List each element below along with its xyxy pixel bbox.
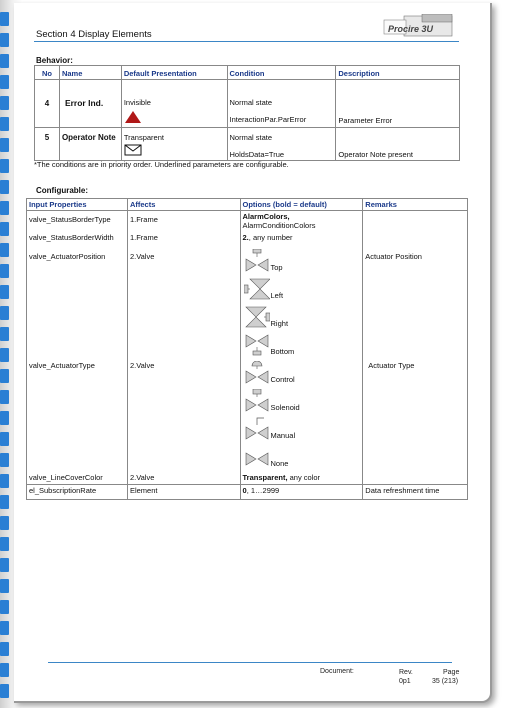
binding-tab bbox=[0, 621, 9, 635]
binding-tab bbox=[0, 117, 9, 131]
col-name: Name bbox=[59, 66, 121, 80]
binding-tab bbox=[0, 474, 9, 488]
logo-text: Procire 3U bbox=[388, 24, 434, 34]
valve-manual-icon bbox=[244, 417, 270, 443]
footer-rev-label: Rev. bbox=[399, 669, 413, 676]
footer-document-label: Document: bbox=[320, 668, 354, 675]
binding-tab bbox=[0, 453, 9, 467]
prop-remarks bbox=[363, 211, 468, 232]
prop-affects: Element bbox=[127, 485, 240, 500]
binding-tab bbox=[0, 537, 9, 551]
valve-bottom-icon bbox=[244, 333, 270, 359]
binding-tab bbox=[0, 138, 9, 152]
binding-tab bbox=[0, 75, 9, 89]
binding-tab bbox=[0, 642, 9, 656]
row-condition bbox=[227, 80, 336, 128]
footer-rule bbox=[48, 662, 452, 663]
condition-2: HoldsData=True bbox=[229, 150, 285, 159]
prop-remarks bbox=[363, 232, 468, 246]
table-row bbox=[27, 472, 468, 485]
behavior-label: Behavior: bbox=[36, 56, 73, 65]
option-default: 2. bbox=[242, 232, 249, 242]
row-description: Operator Note present bbox=[336, 128, 460, 161]
binding-tab bbox=[0, 243, 9, 257]
col-no: No bbox=[35, 66, 60, 80]
row-name: Operator Note bbox=[59, 128, 121, 161]
valve-option-solenoid bbox=[243, 387, 361, 415]
option-default: 0 bbox=[242, 486, 247, 495]
row-name: Error Ind. bbox=[59, 80, 121, 128]
prop-affects: 1.Frame bbox=[127, 232, 240, 246]
prop-options bbox=[240, 211, 363, 232]
condition-1: Normal state bbox=[229, 133, 273, 142]
behavior-table bbox=[34, 65, 460, 161]
binding-tab bbox=[0, 663, 9, 677]
option-default: Transparent, bbox=[242, 472, 288, 482]
col-affects: Affects bbox=[127, 199, 240, 211]
presentation-text: Transparent bbox=[123, 133, 164, 142]
binding-tab bbox=[0, 390, 9, 404]
valve-option-list bbox=[243, 247, 361, 471]
valve-option-top bbox=[243, 247, 361, 275]
row-description: Parameter Error bbox=[336, 80, 460, 128]
binding-tab bbox=[0, 369, 9, 383]
binding-tab bbox=[0, 33, 9, 47]
footer-page-label: Page bbox=[443, 669, 460, 676]
condition-1: Normal state bbox=[229, 98, 273, 107]
table-row bbox=[27, 246, 468, 472]
prop-options bbox=[240, 485, 363, 500]
row-presentation bbox=[121, 80, 227, 128]
prop-name: el_SubscriptionRate bbox=[27, 485, 128, 500]
table-row bbox=[27, 211, 468, 232]
prop-remarks bbox=[363, 472, 468, 485]
col-condition: Condition bbox=[227, 66, 336, 80]
condition-2: InteractionPar.ParError bbox=[229, 115, 307, 124]
remarks-type: Actuator Type bbox=[368, 360, 415, 370]
binding-tab bbox=[0, 264, 9, 278]
col-presentation: Default Presentation bbox=[121, 66, 227, 80]
affects-type: 2.Valve bbox=[129, 360, 155, 370]
binding-tab bbox=[0, 159, 9, 173]
table-row bbox=[35, 80, 460, 128]
binding-tab bbox=[0, 201, 9, 215]
valve-option-right bbox=[243, 303, 361, 331]
prop-affects: 2.Valve bbox=[127, 472, 240, 485]
binding-tab bbox=[0, 600, 9, 614]
priority-note: *The conditions are in priority order. Underlined parameters are configurable. bbox=[34, 160, 289, 169]
configurable-label: Configurable: bbox=[36, 186, 88, 195]
valve-option-label: Control bbox=[270, 374, 295, 384]
binding-tab bbox=[0, 96, 9, 110]
prop-name: valve_StatusBorderWidth bbox=[27, 232, 128, 246]
procire-logo-icon bbox=[382, 14, 454, 40]
valve-options-cell bbox=[240, 246, 363, 472]
binding-tab bbox=[0, 411, 9, 425]
valve-option-bottom bbox=[243, 331, 361, 359]
prop-name-actuator-type: valve_ActuatorType bbox=[29, 360, 95, 370]
option-rest: , any number bbox=[248, 232, 293, 242]
valve-option-manual bbox=[243, 415, 361, 443]
binding-tab bbox=[0, 327, 9, 341]
col-description: Description bbox=[336, 66, 460, 80]
row-presentation bbox=[121, 128, 227, 161]
valve-option-label: None bbox=[270, 458, 289, 468]
option-default: AlarmColors, bbox=[242, 212, 290, 221]
valve-solenoid-icon bbox=[244, 389, 270, 415]
option-rest: any color bbox=[287, 472, 321, 482]
binding-tab bbox=[0, 285, 9, 299]
valve-option-label: Bottom bbox=[270, 346, 295, 356]
header-rule bbox=[34, 41, 459, 42]
valve-option-label: Left bbox=[270, 290, 284, 300]
valve-option-none bbox=[243, 443, 361, 471]
prop-name: valve_StatusBorderType bbox=[27, 211, 128, 232]
col-options: Options (bold = default) bbox=[240, 199, 363, 211]
footer-page-value: 35 (213) bbox=[432, 678, 459, 685]
table-row bbox=[27, 485, 468, 500]
remarks-position: Actuator Position bbox=[365, 251, 422, 261]
presentation-text: Invisible bbox=[123, 98, 151, 107]
binding-tab bbox=[0, 558, 9, 572]
valve-top-icon bbox=[244, 249, 270, 275]
prop-name-actuator-position: valve_ActuatorPosition bbox=[29, 251, 106, 261]
binding-tab bbox=[0, 348, 9, 362]
prop-options bbox=[240, 232, 363, 246]
prop-remarks: Data refreshment time bbox=[363, 485, 468, 500]
valve-left-icon bbox=[244, 277, 270, 303]
binding-tab bbox=[0, 579, 9, 593]
col-remarks: Remarks bbox=[363, 199, 468, 211]
binding-tab bbox=[0, 306, 9, 320]
row-no: 4 bbox=[35, 80, 60, 128]
valve-option-label: Manual bbox=[270, 430, 296, 440]
binding-tab bbox=[0, 12, 9, 26]
valve-none-icon bbox=[244, 445, 270, 471]
valve-option-label: Top bbox=[270, 262, 283, 272]
binding-tab bbox=[0, 222, 9, 236]
binding-tab bbox=[0, 54, 9, 68]
prop-remarks bbox=[363, 246, 468, 472]
envelope-icon bbox=[124, 144, 142, 156]
prop-options bbox=[240, 472, 363, 485]
prop-affects: 1.Frame bbox=[127, 211, 240, 232]
option-rest: , 1…2999 bbox=[246, 486, 280, 495]
valve-option-label: Solenoid bbox=[270, 402, 300, 412]
section-title: Section 4 Display Elements bbox=[36, 29, 152, 40]
valve-control-icon bbox=[244, 361, 270, 387]
binding-tab bbox=[0, 180, 9, 194]
prop-affects bbox=[127, 246, 240, 472]
valve-option-label: Right bbox=[270, 318, 289, 328]
prop-name bbox=[27, 246, 128, 472]
valve-option-control bbox=[243, 359, 361, 387]
valve-option-left bbox=[243, 275, 361, 303]
error-triangle-icon bbox=[124, 110, 142, 124]
footer-rev-value: 0p1 bbox=[399, 678, 411, 685]
configurable-table bbox=[26, 198, 468, 500]
table-row bbox=[35, 128, 460, 161]
binding-tab bbox=[0, 684, 9, 698]
row-no: 5 bbox=[35, 128, 60, 161]
affects-position: 2.Valve bbox=[129, 251, 155, 261]
row-condition bbox=[227, 128, 336, 161]
option-rest: AlarmConditionColors bbox=[242, 221, 316, 230]
valve-right-icon bbox=[244, 305, 270, 331]
binding-tab bbox=[0, 495, 9, 509]
prop-name: valve_LineCoverColor bbox=[27, 472, 128, 485]
binding-tab bbox=[0, 432, 9, 446]
binding-tab bbox=[0, 516, 9, 530]
table-row bbox=[27, 232, 468, 246]
col-input-properties: Input Properties bbox=[27, 199, 128, 211]
